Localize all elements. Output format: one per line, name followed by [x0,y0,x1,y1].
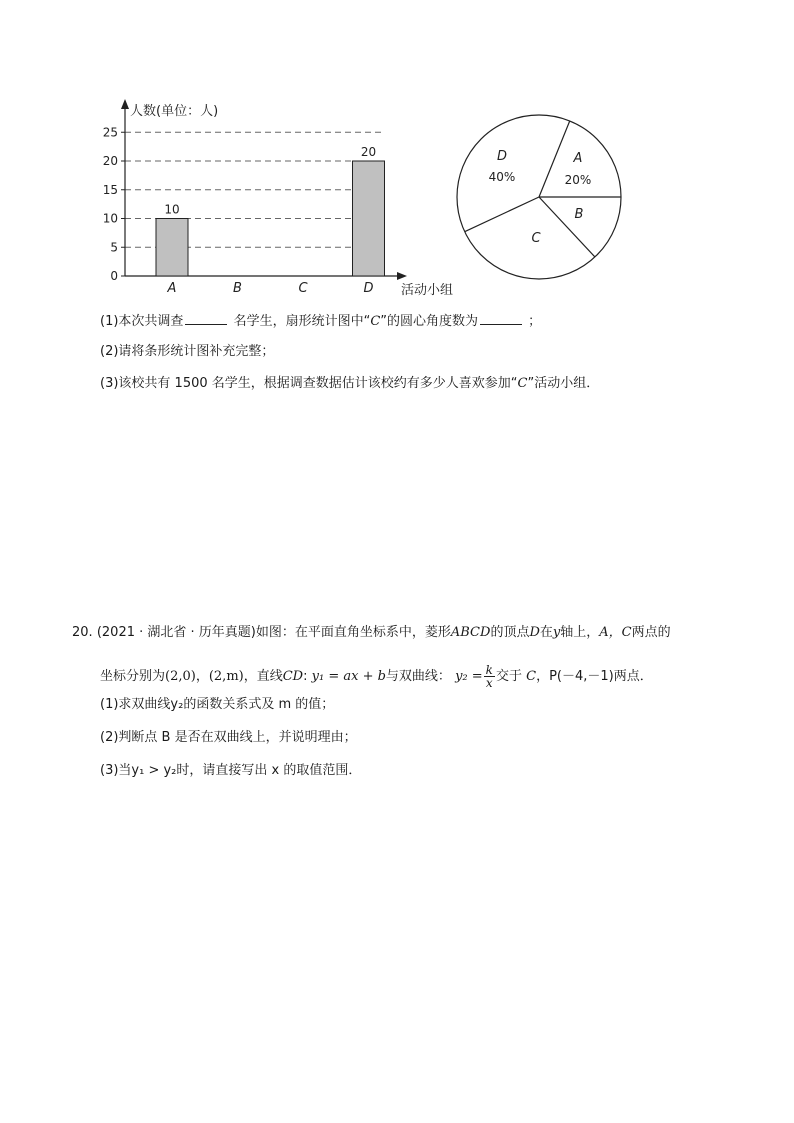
q20-l2-b: ，直线 [243,669,283,684]
q20-part3: (3)当y₁ > y₂时，请直接写出 x 的取值范围． [100,763,362,778]
q20-source: (2021 · 湖北省 · 历年真题) [96,625,256,640]
q20-coord2: (2,m) [208,669,244,684]
pie-slice-label-C: C [531,231,541,246]
x-axis-label: 活动小组 [401,283,454,298]
q20-coord1: (2,0)， [165,669,209,684]
q20-y2-equation: y₂ = [455,669,483,684]
q19-p1-a: (1)本次共调查 [100,314,184,329]
pie-slice-percent-A: 20% [564,173,592,187]
q20-cd: CD [282,669,304,684]
q20-frac-den: x [485,676,493,690]
answer-blank-2 [480,312,522,325]
bar-A [156,219,188,277]
q20-number: 20. [72,625,93,640]
q20-intro-b: 的顶点 [490,625,530,640]
q20-abcd: ABCD [450,625,491,640]
ytick-label-25: 25 [102,125,118,140]
q19-part1 [100,312,541,331]
ytick-label-0: 0 [110,269,118,283]
pie-slice-label-A: A [573,151,583,166]
q20-l2-e: 交于 [495,669,522,684]
ytick-label-15: 15 [102,182,118,197]
ytick-label-20: 20 [102,154,118,168]
q20-intro-c: 在 [539,625,553,640]
q19-p1-d: ”的圆心角度数为 [380,314,479,329]
y-axis-label: 人数(单位：人) [130,104,219,119]
bar-value-label-A: 10 [164,202,180,217]
q20-intro-e: 两点的 [631,625,671,640]
answer-blank-1 [185,312,227,325]
bar-value-label-D: 20 [360,145,377,159]
q20-d: D [529,625,540,640]
bar-chart [90,95,470,310]
q20-frac-num: k [485,663,493,677]
x-axis-arrow [397,272,407,280]
q20-c: C [526,669,537,684]
q20-l2-a: 坐标分别为 [100,669,166,684]
q20-l2-c: : [303,669,308,684]
q20-line2 [100,664,653,690]
category-label-B: B [233,281,242,296]
pie-slice-label-B: B [574,207,584,222]
q20-ac: A，C [599,625,632,640]
q20-l2-f: ，P(－4,－1)两点． [536,669,653,684]
q20-part2: (2)判断点 B 是否在双曲线上，并说明理由； [100,730,357,745]
pie-slice-label-D: D [496,149,508,164]
pie-slice-percent-D: 40% [488,170,516,184]
q19-part2: (2)请将条形统计图补充完整； [100,344,275,359]
q19-p1-c-letter: C [370,314,381,329]
category-label-D: D [363,281,374,296]
q19-p3-b: ”活动小组． [527,376,600,391]
q19-p1-e: ； [528,314,542,329]
q20-y1-equation: y₁ = ax + b [311,669,386,684]
y-axis-arrow [121,99,129,109]
bar-D [353,161,385,276]
q20-y: y [552,625,561,640]
ytick-label-5: 5 [110,240,118,255]
q20-line1 [72,624,671,642]
category-label-C: C [298,281,308,296]
q20-l2-d: 与双曲线： [385,669,451,684]
q19-part3 [100,375,599,393]
q20-intro-d: 轴上， [560,625,600,640]
q19-p1-b: 名学生，扇形统计图中“ [233,314,371,329]
q19-p3-a: (3)该校共有 1500 名学生，根据调查数据估计该校约有多少人喜欢参加“ [100,376,518,391]
q19-p3-letter: C [517,376,528,391]
category-label-A: A [167,281,177,296]
q20-intro-a: 如图：在平面直角坐标系中，菱形 [255,625,451,640]
q20-fraction [484,664,495,689]
q20-part1: (1)求双曲线y₂的函数关系式及 m 的值； [100,697,335,712]
pie-chart [450,112,630,287]
ytick-label-10: 10 [102,211,118,226]
